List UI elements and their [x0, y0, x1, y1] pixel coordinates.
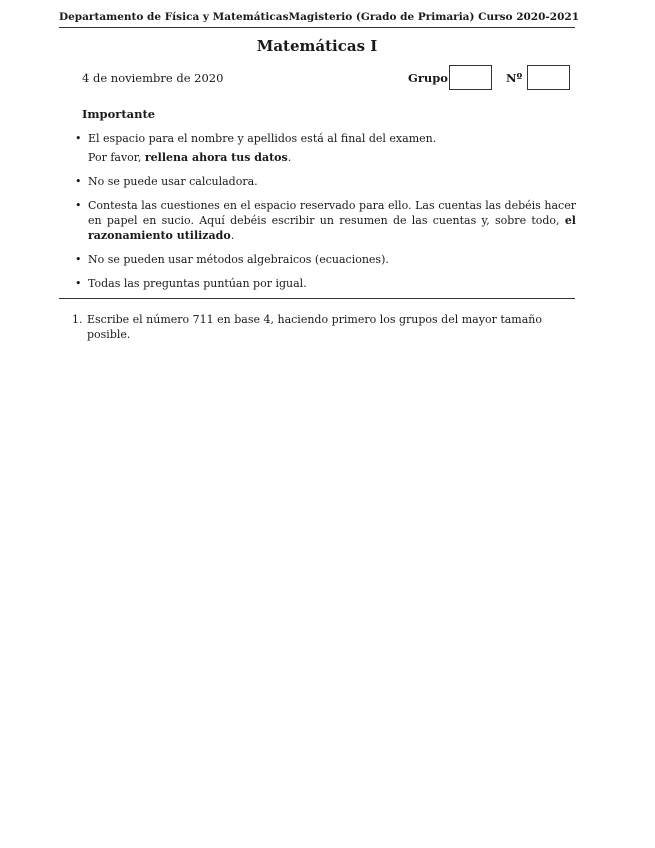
instruction-text: Contesta las cuestiones en el espacio reservado para ello. Las cuentas las debéis hacer en papel en sucio. Aquí debéis escribir un resumen de las cuentas y, sobre todo,: [88, 199, 576, 227]
instruction-text: No se puede usar calculadora.: [88, 175, 258, 188]
instruction-item: [75, 276, 576, 291]
number-input-box[interactable]: [527, 65, 570, 90]
question-item: [72, 312, 575, 342]
instruction-text: No se pueden usar métodos algebraicos (ecuaciones).: [88, 253, 389, 266]
exam-date: 4 de noviembre de 2020: [82, 71, 224, 85]
instruction-emphasis: el razonamiento utilizado: [88, 214, 576, 242]
instruction-subnote-suffix: .: [287, 151, 292, 164]
instruction-item: [75, 252, 576, 267]
section-divider: [59, 298, 575, 299]
instruction-item: [75, 174, 576, 189]
instruction-text: Todas las preguntas puntúan por igual.: [88, 277, 307, 290]
instruction-item: [75, 198, 576, 243]
header-divider: [59, 27, 575, 28]
question-text: Escribe el número 711 en base 4, haciendo primero los grupos del mayor tamaño posible.: [87, 313, 543, 341]
instruction-subnote-emphasis: rellena ahora tus datos: [144, 151, 288, 164]
question-number: 1.: [72, 313, 83, 326]
header-course: Magisterio (Grado de Primaria) Curso 2020-2021: [288, 11, 580, 23]
instruction-subnote: [88, 150, 576, 165]
instruction-text: El espacio para el nombre y apellidos está al final del examen.: [88, 132, 437, 145]
exam-title: Matemáticas I: [256, 37, 378, 55]
bullet-icon: •: [75, 277, 82, 290]
instruction-item: [75, 131, 576, 165]
number-label: Nº: [506, 71, 523, 85]
page-header: [59, 11, 580, 27]
header-department: Departamento de Física y Matemáticas: [59, 11, 289, 23]
group-label: Grupo: [408, 71, 448, 85]
bullet-icon: •: [75, 132, 82, 145]
instructions-heading: Importante: [82, 107, 156, 121]
instruction-subnote-prefix: Por favor,: [88, 151, 145, 164]
instructions-list: [75, 131, 576, 300]
instruction-suffix: .: [230, 229, 235, 242]
bullet-icon: •: [75, 175, 82, 188]
group-input-box[interactable]: [449, 65, 492, 90]
bullet-icon: •: [75, 199, 82, 212]
questions-list: [72, 312, 575, 342]
bullet-icon: •: [75, 253, 82, 266]
